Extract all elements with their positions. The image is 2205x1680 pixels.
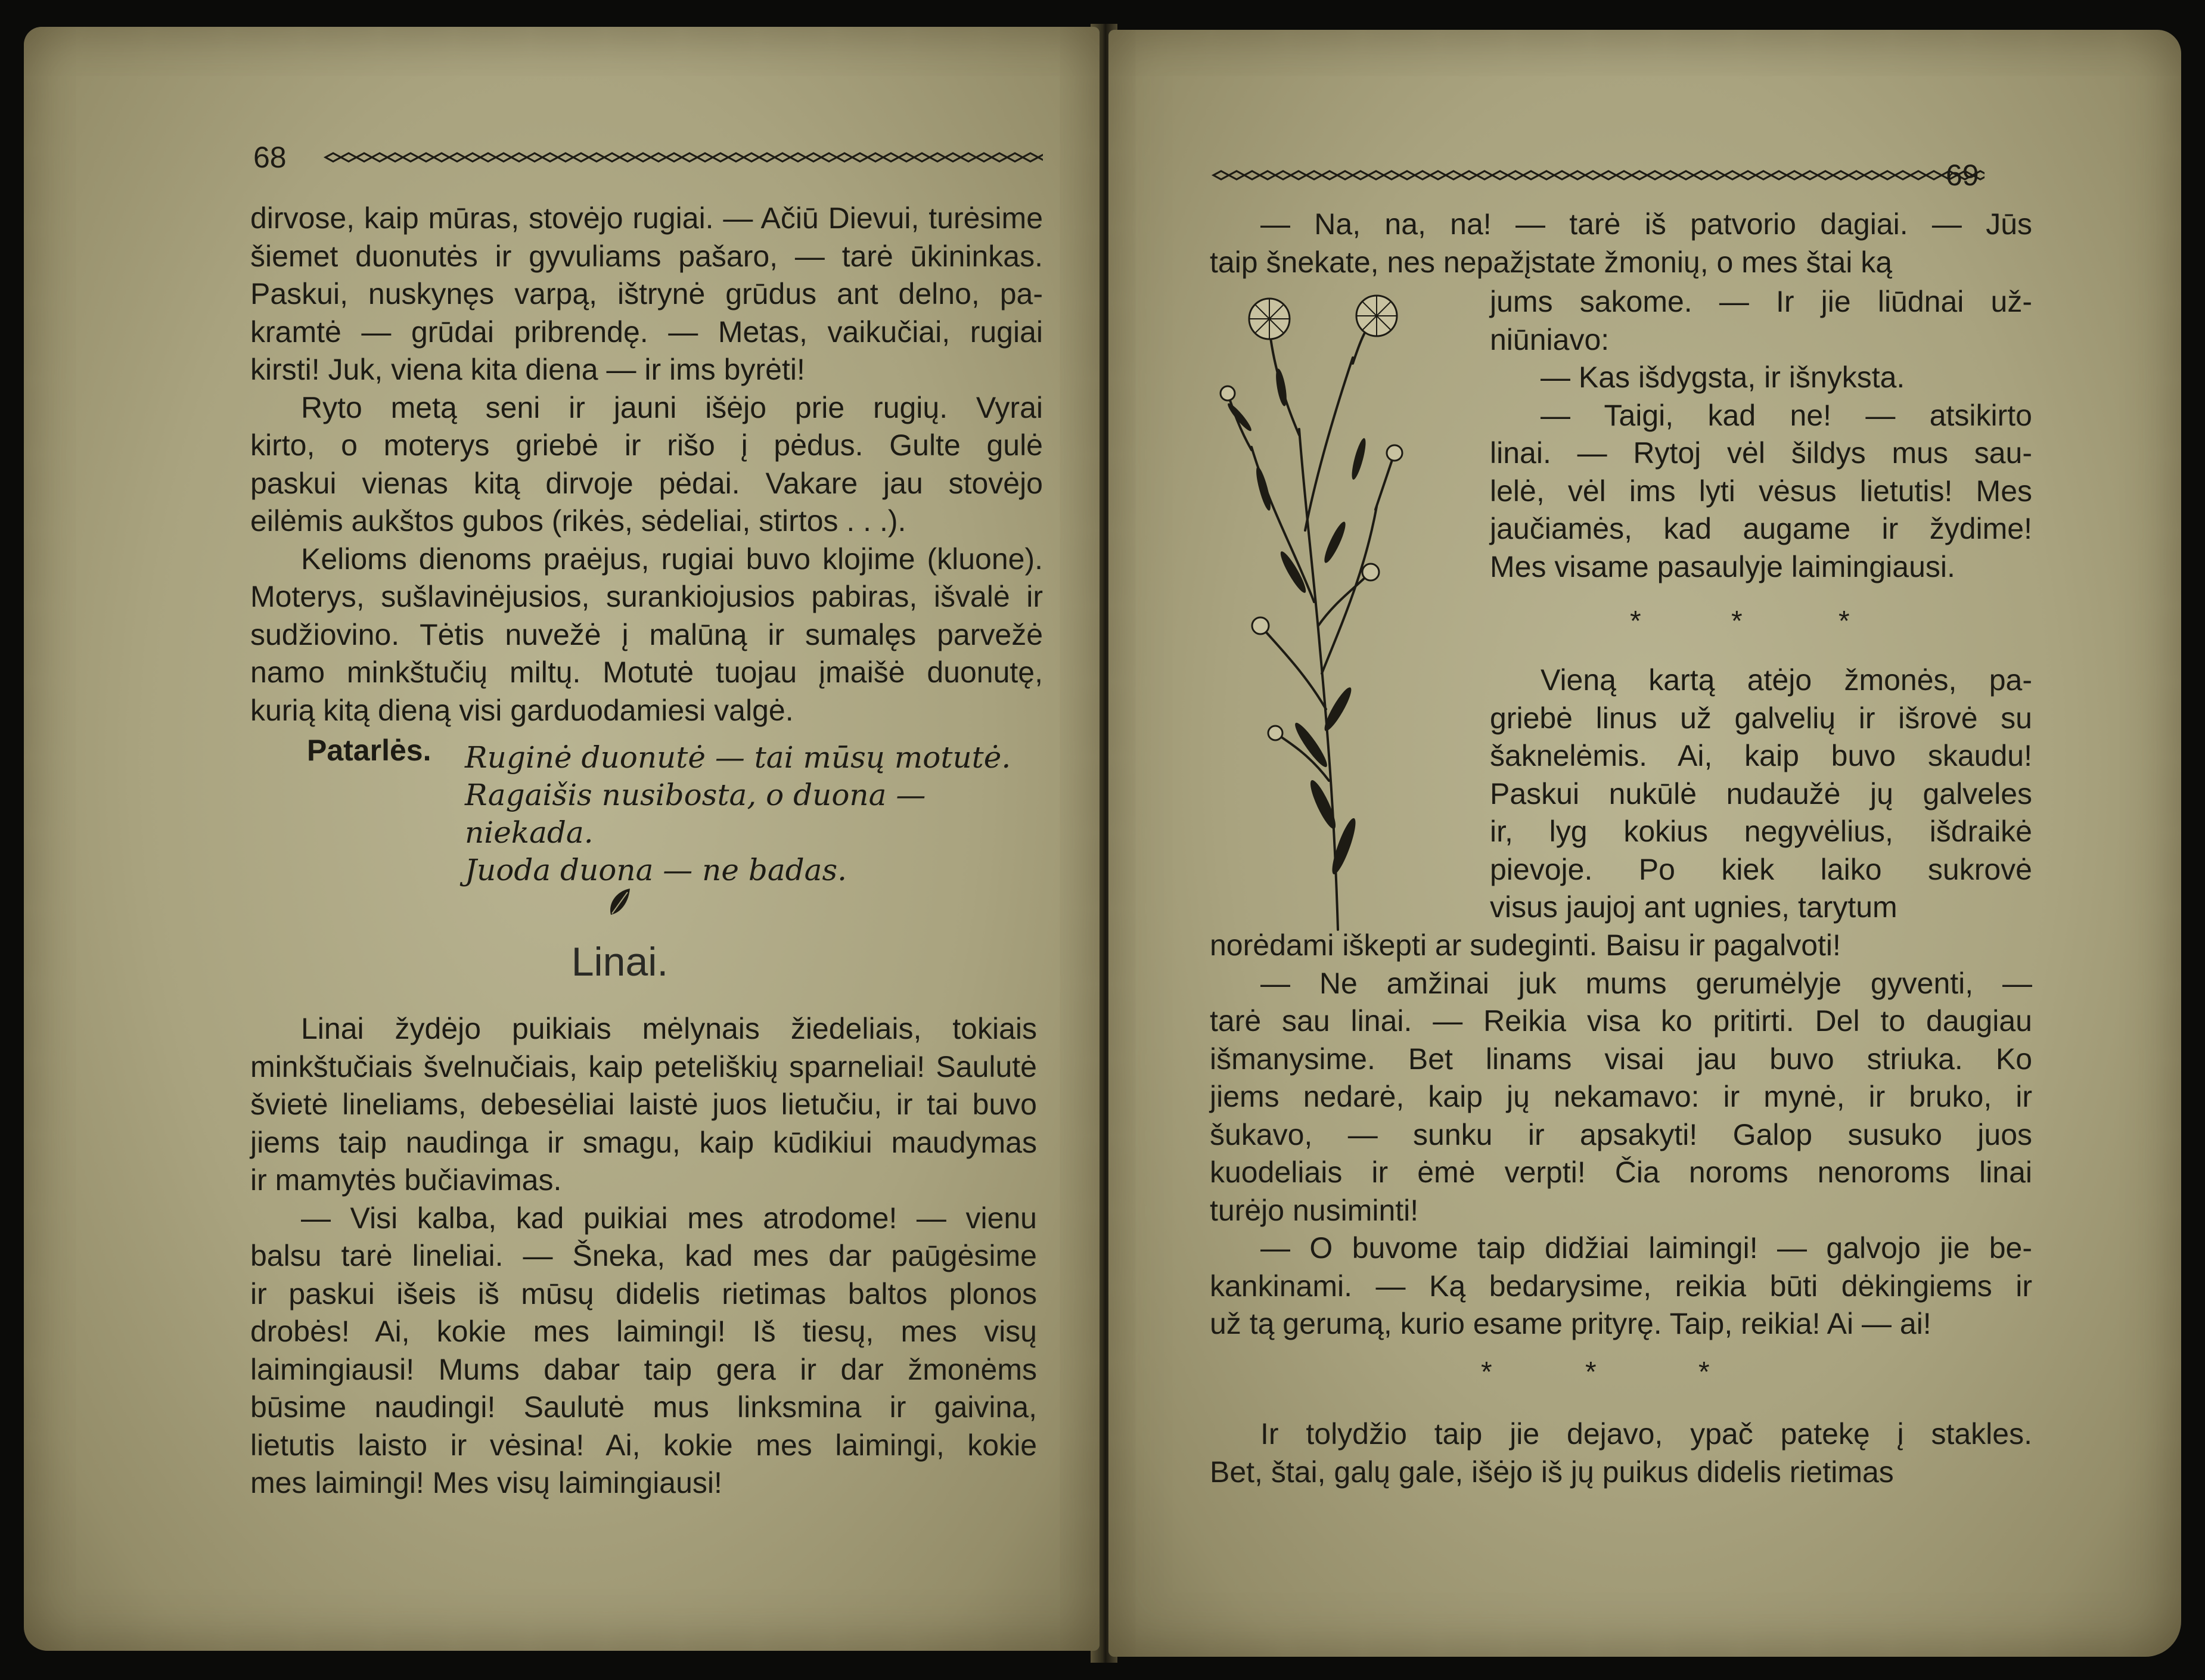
text-line: švietė lineliams, debesėliai laistė juos lietučiu, ir tai buvo xyxy=(250,1088,1037,1121)
text-line: griebė linus už galvelių ir išrovė su xyxy=(1490,701,2032,735)
text-line: — O buvome taip didžiai laimingi! — galvojo jie be- xyxy=(1260,1231,2032,1265)
star-4: * xyxy=(1481,1356,1492,1388)
paragraph-people-came xyxy=(1490,662,2032,927)
text-line: lietutis laisto ir vėsina! Ai, kokie mes laimingi, kokie xyxy=(250,1428,1037,1462)
text-line: pievoje. Po kiek laiko sukrovė xyxy=(1490,852,2032,886)
text-line: jiems nedarė, kaip jų nekamavo: ir mynė, ir bruko, ir xyxy=(1210,1080,2032,1113)
text-line: lelė, vėl ims lyti vėsus lietutis! Mes xyxy=(1490,474,2032,508)
text-line: Paskui nukūlė nudaužė jų galveles xyxy=(1490,777,2032,811)
star-3: * xyxy=(1838,605,1850,637)
page-number-left: 68 xyxy=(253,141,287,174)
text-line: šaknelėmis. Ai, kaip buvo skaudu! xyxy=(1490,739,2032,772)
text-line: šiemet duonutės ir gyvuliams pašaro, — tarė ūkininkas. xyxy=(250,239,1043,273)
text-line: norėdami iškepti ar sudeginti. Baisu ir pagalvoti! xyxy=(1210,928,1841,962)
text-line: niūniavo: xyxy=(1490,322,1610,356)
text-line: jiems taip naudinga ir smagu, kaip kūdikiui maudymas xyxy=(250,1125,1037,1159)
text-line: jaučiamės, kad augame ir žydime! xyxy=(1490,512,2032,545)
paragraph-harvest xyxy=(250,200,1043,389)
text-line: drobės! Ai, kokie mes laimingi! Iš tiesų, mes visų xyxy=(250,1315,1037,1348)
text-line: už tą gerumą, kurio esame prityrę. Taip, reikia! Ai — ai! xyxy=(1210,1307,1931,1340)
paragraph-flax-reply xyxy=(1490,283,2032,586)
section-heading-linai: Linai. xyxy=(571,939,669,985)
text-line: turėjo nusiminti! xyxy=(1210,1193,1419,1227)
text-line: Kelioms dienoms praėjus, rugiai buvo klojime (kluone). xyxy=(301,542,1043,576)
section-break-stars-1 xyxy=(1108,605,2181,641)
proverbs-label: Patarlės. xyxy=(307,734,431,767)
text-line: ir mamytės bučiavimas. xyxy=(250,1163,562,1197)
text-line: Linai žydėjo puikiais mėlynais žiedeliais, tokiais xyxy=(301,1012,1037,1045)
text-line: būsime naudingi! Saulutė mus linksmina ir gaivina, xyxy=(250,1390,1037,1424)
text-line: — Na, na, na! — tarė iš patvorio dagiai. — Jūs xyxy=(1260,207,2032,241)
paragraph-flax-speech xyxy=(250,1200,1037,1502)
ornamental-rule-right xyxy=(1210,169,1984,182)
section-break-stars-2 xyxy=(1108,1356,2181,1392)
right-side-text-2 xyxy=(1490,662,2032,927)
text-line: išmanysime. Bet linams visai jau buvo striuka. Ko xyxy=(1210,1042,2032,1076)
text-line: kuodeliais ir ėmė verpti! Čia noroms nenoroms linai xyxy=(1210,1156,2032,1189)
right-full-text-1 xyxy=(1210,927,2032,1343)
left-page xyxy=(24,27,1100,1651)
text-line: sudžiovino. Tėtis nuvežė į malūną ir sumalęs parvežė xyxy=(250,617,1043,651)
text-line: kramtė — grūdai pribrendę. — Metas, vaikučiai, rugiai xyxy=(250,315,1043,349)
text-line: kurią kitą dieną visi garduodamiesi valgė. xyxy=(250,693,794,727)
right-top-text xyxy=(1210,206,2032,281)
text-line: eilėmis aukštos gubos (rikės, sėdeliai, stirtos . . .). xyxy=(250,504,906,538)
paragraph-reaping xyxy=(250,389,1043,541)
star-1: * xyxy=(1630,605,1641,637)
paragraph-loom xyxy=(1210,1415,2032,1491)
paragraph-thistles xyxy=(1210,206,2032,281)
left-body-text xyxy=(250,200,1043,729)
text-line: — Taigi, kad ne! — atsikirto xyxy=(1541,398,2032,432)
text-line: Mes visame pasaulyje laimingiausi. xyxy=(1490,549,1955,583)
text-line: kirto, o moterys griebė ir rišo į pėdus. Gulte gulė xyxy=(250,428,1043,462)
paragraph-threshing xyxy=(250,541,1043,730)
text-line: kankinami. — Ką bedarysime, reikia būti dėkingiems ir xyxy=(1210,1269,2032,1303)
leaf-ornament-icon xyxy=(605,885,635,921)
text-line: kirsti! Juk, viena kita diena — ir ims byrėti! xyxy=(250,353,805,386)
text-line: tarė sau linai. — Reikia visa ko pritirti. Del to daugiau xyxy=(1210,1004,2032,1038)
text-line: mes laimingi! Mes visų laimingiausi! xyxy=(250,1466,722,1499)
text-line: ir paskui išeis iš mūsų didelis rietimas baltos plonos xyxy=(250,1277,1037,1311)
proverb-2: Ragaišis nusibosta, o duona — niekada. xyxy=(465,778,926,850)
text-line: Moterys, sušlavinėjusios, surankiojusios pabiras, išvalė ir xyxy=(250,580,1043,613)
text-line: taip šnekate, nes nepažįstate žmonių, o mes štai ką xyxy=(1210,245,1893,279)
linai-body-text xyxy=(250,1010,1037,1502)
star-2: * xyxy=(1731,605,1743,637)
text-line: — Kas išdygsta, ir išnyksta. xyxy=(1541,361,1905,394)
text-line: dirvose, kaip mūras, stovėjo rugiai. — Ačiū Dievui, turėsime xyxy=(250,201,1043,235)
star-6: * xyxy=(1698,1356,1710,1388)
text-line: — Visi kalba, kad puikiai mes atrodome! — vienu xyxy=(301,1201,1037,1235)
text-line: Vieną kartą atėjo žmonės, pa- xyxy=(1541,663,2032,697)
proverb-3: Juoda duona — ne badas. xyxy=(465,853,847,887)
text-line: balsu tarė lineliai. — Šneka, kad mes dar paūgėsime xyxy=(250,1239,1037,1272)
proverb-1: Ruginė duonutė — tai mūsų motutė. xyxy=(465,740,1011,775)
text-line: Bet, štai, galų gale, išėjo iš jų puikus didelis rietimas xyxy=(1210,1455,1894,1489)
right-side-text-1 xyxy=(1490,283,2032,586)
text-line: Paskui, nuskynęs varpą, ištrynė grūdus ant delno, pa- xyxy=(250,277,1043,310)
paragraph-flax-suffering xyxy=(1210,927,2032,1343)
right-page xyxy=(1108,30,2181,1657)
proverbs-list xyxy=(465,739,1049,889)
paragraph-flax-bloom xyxy=(250,1010,1037,1200)
text-line: ir, lyg kokius negyvėlius, išdraikė xyxy=(1490,815,2032,848)
ornamental-rule-left xyxy=(322,151,1043,164)
text-line: laimingiausi! Mums dabar taip gera ir dar žmonėms xyxy=(250,1352,1037,1386)
text-line: Ir tolydžio taip jie dejavo, ypač patekę į stakles. xyxy=(1260,1417,2032,1451)
text-line: paskui vienas kitą dirvoje pėdai. Vakare jau stovėjo xyxy=(250,466,1043,500)
text-line: šukavo, — sunku ir apsakyti! Galop susuko juos xyxy=(1210,1117,2032,1151)
text-line: minkštučiais švelnučiais, kaip peteliškių sparneliai! Saulutė xyxy=(250,1049,1037,1083)
text-line: jums sakome. — Ir jie liūdnai už- xyxy=(1490,285,2032,318)
page-number-right: 69 xyxy=(1946,159,1979,192)
text-line: Ryto metą seni ir jauni išėjo prie rugių. Vyrai xyxy=(301,390,1043,424)
text-line: namo minkštučių miltų. Motutė tuojau įmaišė duonutę, xyxy=(250,656,1043,689)
text-line: visus jaujoj ant ugnies, tarytum xyxy=(1490,890,1897,924)
text-line: linai. — Rytoj vėl šildys mus sau- xyxy=(1490,436,2032,470)
text-line: — Ne amžinai juk mums gerumėlyje gyventi, — xyxy=(1260,966,2032,1000)
star-5: * xyxy=(1585,1356,1597,1388)
right-full-text-2 xyxy=(1210,1415,2032,1491)
